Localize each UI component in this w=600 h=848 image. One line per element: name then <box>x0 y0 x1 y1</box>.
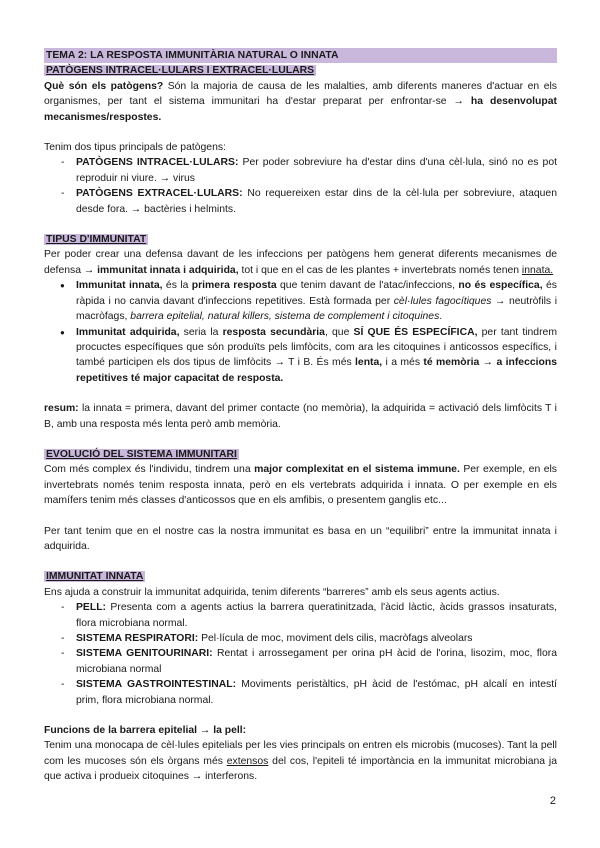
t: Com més complex és l'individu, tindrem una <box>44 464 255 476</box>
item-text: Per poder sobreviure ha d'estar dins d'una cèl·lula, sinó no es pot reproduir ni viure. → virus <box>76 157 557 184</box>
list-item <box>44 631 557 646</box>
t: que tenim davant de l'atac/infeccions, <box>276 280 459 292</box>
resum-label: resum: <box>44 403 79 415</box>
t: no és específica, <box>458 280 543 292</box>
t: és ràpida i no canvia davant d'infeccions repetitives. Està formada per <box>76 280 557 307</box>
item-text: No requereixen estar dins de la cèl·lula per sobreviure, ataquen desde fora. → bactèries i helmints. <box>76 188 557 215</box>
innata-intro: Ens ajuda a construir la immunitat adquirida, tenim diferents “barreres” amb els seus agents actius. <box>44 586 500 598</box>
barriers-list <box>44 600 557 708</box>
list-item <box>44 155 557 186</box>
funcions-heading <box>44 723 557 738</box>
t: seria la <box>179 326 223 338</box>
tipus-paragraph <box>44 247 557 278</box>
t: del cos, l'epiteli té importància en la immunitat microbiana ja que activa i produeix citoquines → interferons. <box>44 755 557 783</box>
t: té memòria → a infeccions repetitives té major capacitat de resposta. <box>76 357 557 384</box>
item-text: Moviments peristàltics, pH àcid de l'estómac, pH alcalí en intestí prim, flora microbiana normal. <box>76 679 557 706</box>
types-intro: Tenim dos tipus principals de patògens: <box>44 142 226 154</box>
subtitle-heading: PATÒGENS INTRACEL·LULARS I EXTRACEL·LULARS <box>46 65 315 77</box>
item-label: PATÒGENS EXTRACEL·LULARS: <box>76 188 243 200</box>
text: Per poder crear una defensa davant de les infeccions per patògens hem generat diferents mecanismes de defensa → <box>44 249 557 276</box>
t: extensos <box>226 755 269 767</box>
t: . <box>439 311 443 323</box>
section-heading-tipus: TIPUS D'IMMUNITAT <box>46 234 147 246</box>
t: cèl·lules fagocítiques → <box>393 295 506 307</box>
list-item <box>44 646 557 677</box>
item-text: Presenta com a agents actius la barrera queratinitzada, l'àcid làctic, àcids grassos insaturats, flora microbiana normal. <box>76 602 557 629</box>
t: major complexitat en el sistema immune. <box>254 464 460 476</box>
evolucio-paragraph <box>44 462 557 508</box>
item-label: PELL: <box>76 602 107 614</box>
list-item <box>44 600 557 631</box>
item-text: Pel·lícula de moc, moviment dels cilis, macròfags alveolars <box>198 633 473 644</box>
bold-text: immunitat innata i adquirida, <box>97 264 239 276</box>
item-label: SISTEMA RESPIRATORI: <box>76 633 199 644</box>
t: lenta, <box>355 357 383 369</box>
item-label: PATÒGENS INTRACEL·LULARS: <box>76 157 239 169</box>
pathogen-types-list <box>44 155 557 217</box>
t: , que <box>324 326 354 338</box>
intro-text: Són la majoria de causa de les malalties, amb diferents maneres d'actuar en els organismes, per tant el sistema immunitari ha d'estar preparat per enfrontar-se → <box>44 80 557 108</box>
intro-paragraph <box>44 79 557 125</box>
document-page <box>44 48 557 785</box>
evolucio-paragraph-2: Per tant tenim que en el nostre cas la nostra immunitat es basa en un “equilibri” entre la immunitat innata i adquirida. <box>44 525 557 552</box>
t: Immunitat adquirida, <box>76 326 180 338</box>
resum-paragraph <box>44 401 557 432</box>
t: neutròfils i macròfags, <box>76 295 557 323</box>
t: és la <box>162 280 192 292</box>
t: Tenim una monocapa de cèl·lules epitelials per les vies principals on entren els microbis (mucoses). Tant la pell com les mucoses són els òrgans més <box>44 740 557 767</box>
item-text: Rentat i arrossegament per orina pH àcid de l'orina, lisozim, moc, flora microbiana normal <box>76 648 557 675</box>
immunity-types-list <box>44 278 557 386</box>
text: tot i que en el cas de les plantes + invertebrats només tenen <box>238 264 522 276</box>
list-item-adquirida <box>44 325 557 387</box>
item-label: SISTEMA GENITOURINARI: <box>76 648 213 660</box>
intro-bold-end: ha desenvolupat mecanismes/respostes. <box>44 96 557 123</box>
list-item <box>44 677 557 708</box>
document-title: TEMA 2: LA RESPOSTA IMMUNITÀRIA NATURAL O INNATA <box>44 48 557 63</box>
underlined-text: innata. <box>521 264 554 276</box>
t: primera resposta <box>191 280 277 292</box>
t: barrera epitelial, natural killers, sistema de complement i citoquines <box>130 311 440 323</box>
funcions-title: Funcions de la barrera epitelial → la pell: <box>44 725 247 737</box>
list-item-innata <box>44 278 557 324</box>
section-heading-evolucio: EVOLUCIÓ DEL SISTEMA IMMUNITARI <box>46 448 237 460</box>
page-number: 2 <box>549 795 556 807</box>
resum-text: la innata = primera, davant del primer contacte (no memòria), la adquirida = activació dels limfòcits T i B, amb una resposta més lenta però amb memòria. <box>44 403 557 430</box>
funcions-paragraph <box>44 738 557 784</box>
list-item <box>44 186 557 217</box>
t: i a més <box>382 357 424 369</box>
section-heading-innata: IMMUNITAT INNATA <box>46 571 144 583</box>
t: resposta secundària <box>222 326 325 338</box>
t: SÍ QUE ÉS ESPECÍFICA, <box>353 326 478 338</box>
t: Per exemple, en els invertebrats només tenim resposta innata, però en els vertebrats adquirida i innata. O per exemple en els mamífers tenim més classes d'anticossos que en els amfibis, o presentem ganglis etc... <box>44 464 557 507</box>
item-label: SISTEMA GASTROINTESTINAL: <box>76 679 237 691</box>
intro-question: Què són els patògens? <box>44 80 164 92</box>
t: Immunitat innata, <box>76 280 163 292</box>
t: per tant tindrem procuctes específiques que són produïts pels limfòcits, com ara les citoquines i anticossos específics, i també participen els dos tipus de limfòcits → T i B. És més <box>76 326 557 369</box>
